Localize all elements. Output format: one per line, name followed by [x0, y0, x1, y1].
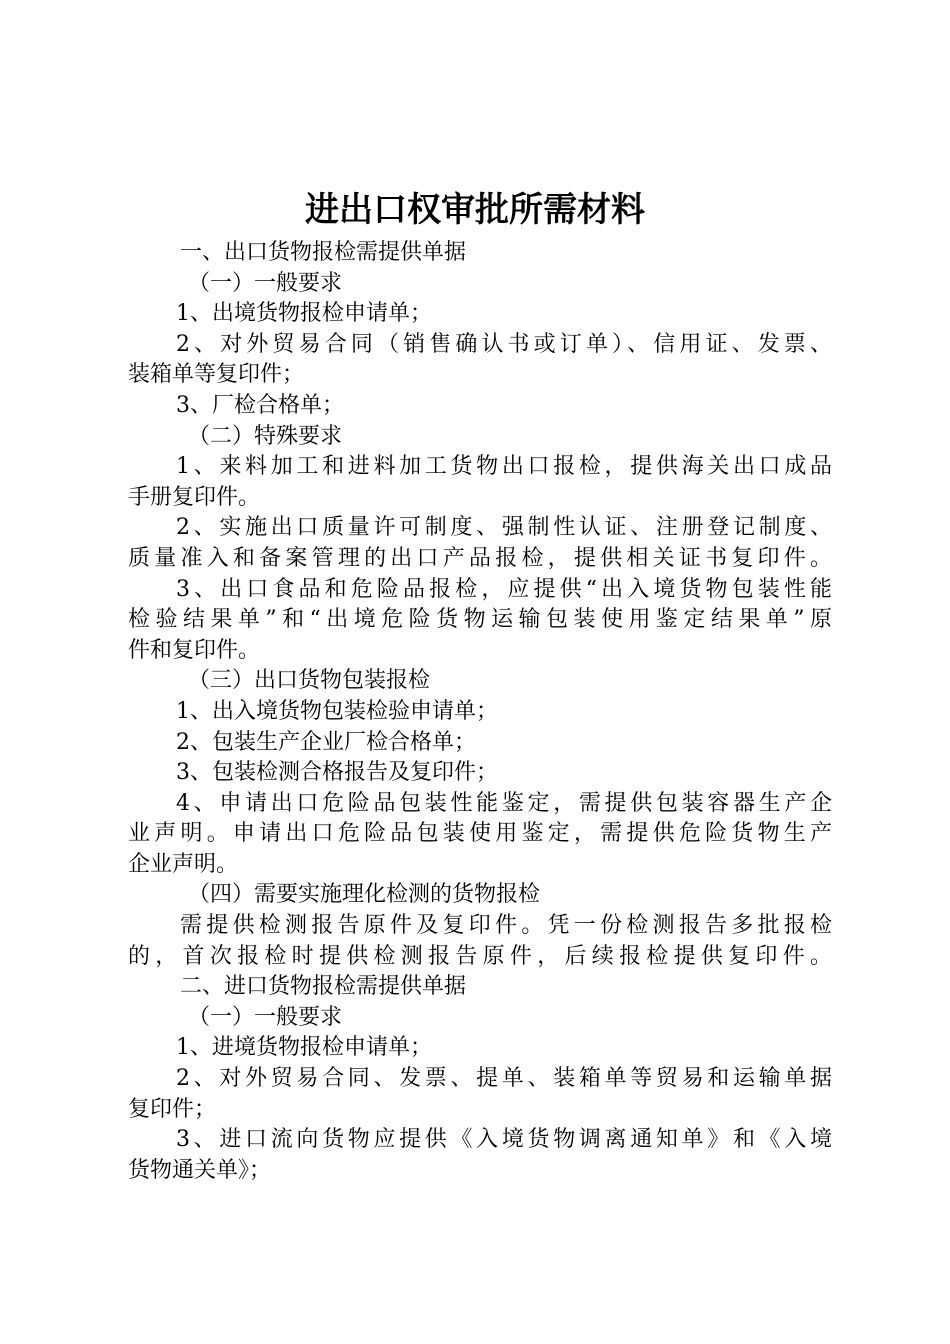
- paragraph-line: 2、对外贸易合同、发票、提单、装箱单等贸易和运输单据: [176, 1066, 832, 1092]
- paragraph-line: 3、出口食品和危险品报检，应提供“出入境货物包装性能: [176, 576, 832, 602]
- subsection-heading: （四）需要实施理化检测的货物报检: [188, 882, 541, 908]
- document-body: [128, 238, 832, 1186]
- list-item: 2、包装生产企业厂检合格单；: [176, 729, 476, 755]
- section-heading: 一、出口货物报检需提供单据: [180, 240, 467, 265]
- subsection-heading: （一）一般要求: [188, 1004, 343, 1030]
- subsection-heading: （二）特殊要求: [188, 423, 343, 449]
- subsection-heading: （一）一般要求: [188, 270, 343, 296]
- document-title: 进出口权审批所需材料: [305, 190, 645, 230]
- paragraph-line: 件和复印件。: [128, 637, 261, 663]
- paragraph-line: 手册复印件。: [128, 484, 261, 510]
- paragraph-line: 2、实施出口质量许可制度、强制性认证、注册登记制度、: [176, 515, 832, 541]
- paragraph-line: 的，首次报检时提供检测报告原件，后续报检提供复印件。: [128, 943, 832, 969]
- paragraph-line: 业声明。申请出口危险品包装使用鉴定，需提供危险货物生产: [128, 821, 832, 847]
- list-item: 1、出入境货物包装检验申请单；: [176, 698, 498, 724]
- list-item: 1、出境货物报检申请单；: [176, 301, 432, 327]
- paragraph-line: 质量准入和备案管理的出口产品报检，提供相关证书复印件。: [128, 545, 832, 571]
- list-item: 1、进境货物报检申请单；: [176, 1035, 432, 1061]
- paragraph-line: 装箱单等复印件；: [128, 362, 305, 388]
- list-item: 3、厂检合格单；: [176, 392, 344, 418]
- paragraph-line: 4、申请出口危险品包装性能鉴定，需提供包装容器生产企: [176, 790, 832, 816]
- paragraph-line: 3、进口流向货物应提供《入境货物调离通知单》和《入境: [176, 1127, 832, 1153]
- paragraph-line: 需提供检测报告原件及复印件。凭一份检测报告多批报检: [180, 913, 832, 939]
- paragraph-line: 企业声明。: [128, 851, 239, 877]
- paragraph-line: 2、对外贸易合同（销售确认书或订单）、信用证、发票、: [176, 331, 832, 357]
- section-heading: 二、进口货物报检需提供单据: [180, 974, 467, 1000]
- list-item: 3、包装检测合格报告及复印件；: [176, 760, 498, 786]
- paragraph-line: 复印件；: [128, 1096, 217, 1122]
- paragraph-line: 1、来料加工和进料加工货物出口报检，提供海关出口成品: [176, 454, 832, 480]
- subsection-heading: （三）出口货物包装报检: [188, 668, 431, 694]
- paragraph-line: 货物通关单》；: [128, 1157, 272, 1183]
- paragraph-line: 检验结果单”和“出境危险货物运输包装使用鉴定结果单”原: [128, 607, 832, 633]
